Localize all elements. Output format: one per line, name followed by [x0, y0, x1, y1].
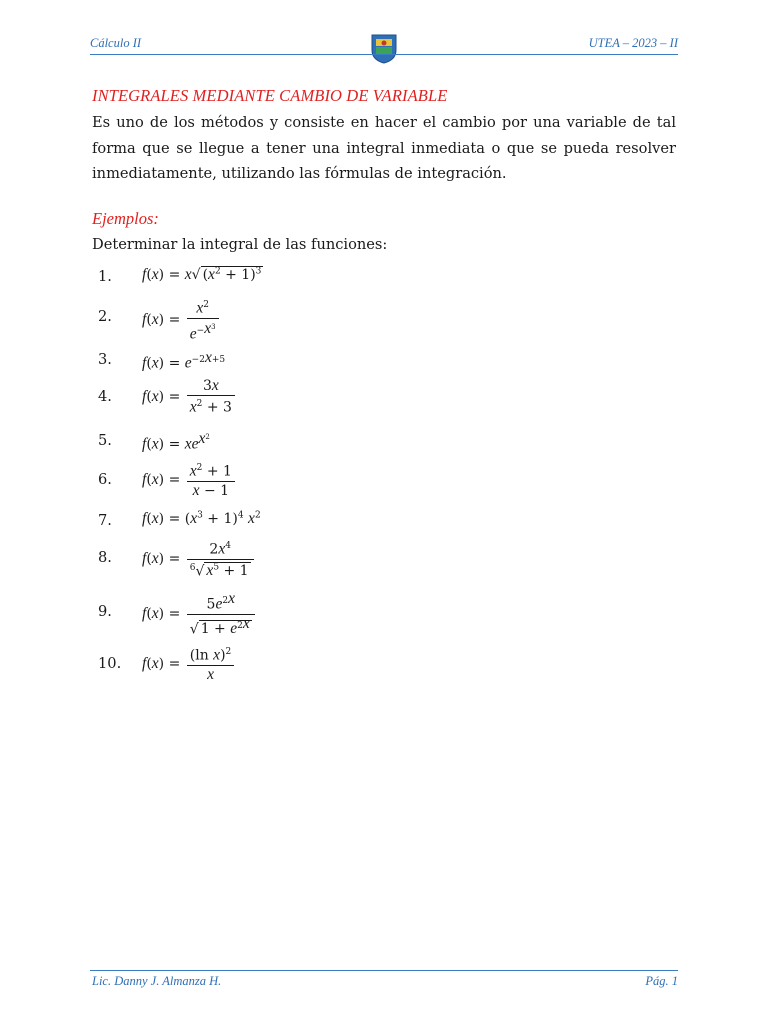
formula: f(x) = $\frac{5e^{2x}}{√ 1 + e^{2x}}$: [142, 591, 255, 637]
exercise-number: 7.: [98, 512, 112, 529]
exercise-item: [98, 539, 578, 579]
formula: $f(x) = xe^{x^2}$: [142, 430, 210, 453]
formula: $f(x) = (x^3 + 1)^4$ $x^2$: [142, 510, 261, 527]
formula: f(x) = $\frac{x^2}{e^{-x^3}}$: [142, 298, 219, 342]
exercise-number: 5.: [98, 432, 112, 449]
header-divider: [90, 54, 678, 55]
formula: f(x) = $\frac{x^2 + 1}{x - 1}$: [142, 461, 235, 499]
course-name: Cálculo II: [90, 36, 142, 50]
exercise-item: [98, 378, 578, 418]
page-number: Pág. 1: [645, 974, 678, 988]
section-title: INTEGRALES MEDIANTE CAMBIO DE VARIABLE: [92, 86, 448, 105]
page-header: [90, 28, 678, 54]
formula: $f(x) = e^{-2x+5}$: [142, 349, 226, 372]
formula: f(x) = $\frac{(\ln x)^2}{x}$: [142, 645, 234, 683]
exercise-number: 4.: [98, 388, 112, 405]
institution-term: UTEA – 2023 – II: [588, 36, 678, 50]
examples-heading: Ejemplos:: [92, 209, 159, 228]
exercise-number: 2.: [98, 308, 112, 325]
exercise-number: 6.: [98, 471, 112, 488]
instruction-text: Determinar la integral de las funciones:: [92, 236, 388, 253]
intro-paragraph: Es uno de los métodos y consiste en hacer el cambio por una variable de tal forma que se llegue a tener una integral inmediata o que se pueda resolver inmediatamente, utilizando las fórmulas de integración.: [92, 114, 676, 182]
exercise-number: 8.: [98, 549, 112, 566]
exercise-item: [98, 298, 578, 343]
exercise-item: [98, 645, 578, 685]
formula: f(x) = $\frac{2x^4}{^6√ x^5 + 1}$: [142, 539, 254, 579]
exercise-item: [98, 590, 578, 638]
exercise-number: 9.: [98, 603, 112, 620]
exercise-item: [98, 461, 578, 501]
university-crest-logo: [369, 32, 399, 64]
author-name: Lic. Danny J. Almanza H.: [92, 974, 222, 988]
footer-divider: [90, 970, 678, 971]
formula: f(x) = $\frac{3x}{x^2 + 3}$: [142, 378, 235, 416]
exercise-number: 10.: [98, 655, 122, 672]
formula: f(x) = x√ $(x^2 + 1)^3$: [142, 266, 262, 283]
exercise-number: 1.: [98, 268, 112, 285]
exercise-number: 3.: [98, 351, 112, 368]
